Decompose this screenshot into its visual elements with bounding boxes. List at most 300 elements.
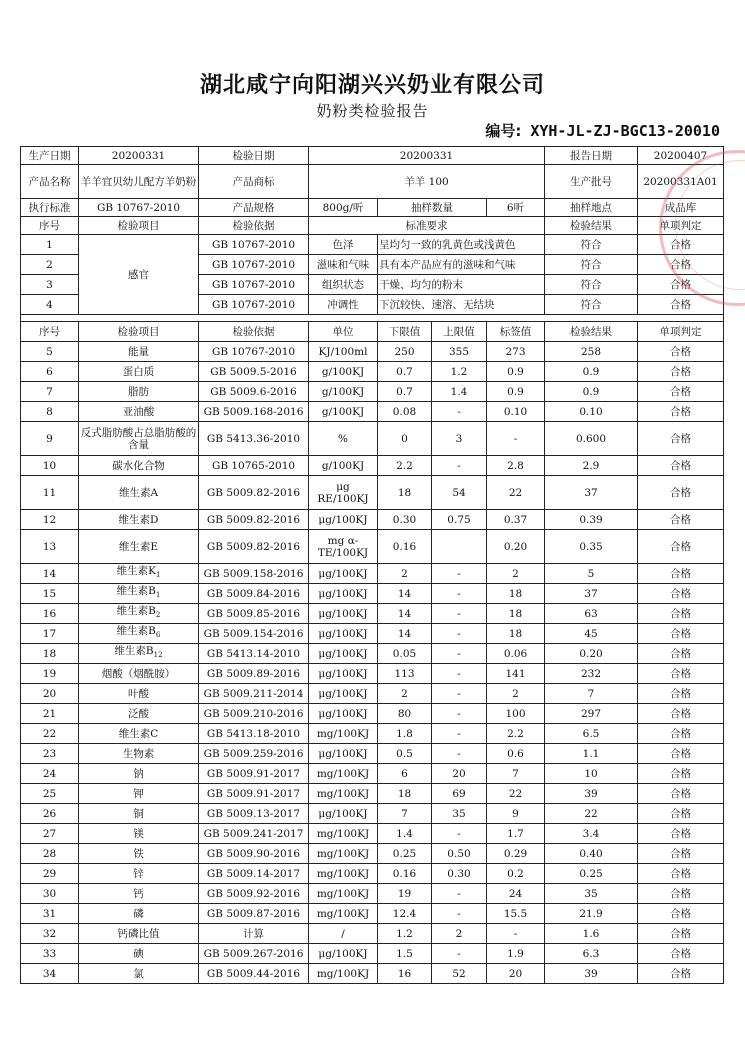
test-item: 钾	[79, 784, 199, 804]
unit: g/100KJ	[309, 402, 378, 422]
sensory-col-basis: 检验依据	[199, 217, 309, 235]
standard: GB 10767-2010	[79, 199, 199, 217]
unit: μg/100KJ	[309, 564, 378, 584]
header-row-2	[21, 165, 724, 199]
table-row	[21, 456, 724, 476]
row-number: 27	[21, 824, 79, 844]
label-value: 22	[487, 784, 545, 804]
item-verdict: 合格	[638, 564, 724, 584]
sensory-col-item: 检验项目	[79, 217, 199, 235]
standard-label: 执行标准	[21, 199, 79, 217]
table-row	[21, 530, 724, 564]
upper-limit: 2	[432, 924, 487, 944]
lower-limit: 0.30	[378, 510, 432, 530]
spec: 800g/听	[309, 199, 378, 217]
label-value: -	[487, 924, 545, 944]
row-number: 15	[21, 584, 79, 604]
test-result: 0.39	[545, 510, 638, 530]
row-number: 1	[21, 235, 79, 255]
prod-date: 20200331	[79, 147, 199, 165]
label-value: 0.6	[487, 744, 545, 764]
row-number: 21	[21, 704, 79, 724]
table-row	[21, 664, 724, 684]
upper-limit: 20	[432, 764, 487, 784]
unit: μg/100KJ	[309, 510, 378, 530]
row-number: 25	[21, 784, 79, 804]
lower-limit: 0.7	[378, 362, 432, 382]
test-basis: GB 5009.154-2016	[199, 624, 309, 644]
test-item: 氯	[79, 964, 199, 984]
unit: g/100KJ	[309, 382, 378, 402]
table-row	[21, 704, 724, 724]
test-result: 35	[545, 884, 638, 904]
label-value: 2.8	[487, 456, 545, 476]
upper-limit: -	[432, 456, 487, 476]
row-number: 10	[21, 456, 79, 476]
item-verdict: 合格	[638, 255, 724, 275]
item-verdict: 合格	[638, 584, 724, 604]
lower-limit: 2.2	[378, 456, 432, 476]
lower-limit: 0.08	[378, 402, 432, 422]
test-result: 符合	[545, 275, 638, 295]
lower-limit: 12.4	[378, 904, 432, 924]
table-row	[21, 584, 724, 604]
test-item: 铜	[79, 804, 199, 824]
sensory-attribute: 冲调性	[309, 295, 378, 315]
label-value: 2.2	[487, 724, 545, 744]
upper-limit: -	[432, 564, 487, 584]
label-value: 7	[487, 764, 545, 784]
report-date-label: 报告日期	[545, 147, 638, 165]
test-result: 63	[545, 604, 638, 624]
unit: μg/100KJ	[309, 604, 378, 624]
test-item: 锌	[79, 864, 199, 884]
lower-limit: 0.16	[378, 864, 432, 884]
item-verdict: 合格	[638, 530, 724, 564]
label-value: 15.5	[487, 904, 545, 924]
sensory-col-no: 序号	[21, 217, 79, 235]
test-result: 297	[545, 704, 638, 724]
row-number: 6	[21, 362, 79, 382]
test-basis: GB 10767-2010	[199, 342, 309, 362]
table-row	[21, 824, 724, 844]
sensory-item: 感官	[79, 235, 199, 315]
test-result: 0.25	[545, 864, 638, 884]
table-row	[21, 342, 724, 362]
row-number: 12	[21, 510, 79, 530]
unit: mg/100KJ	[309, 844, 378, 864]
test-basis: GB 10765-2010	[199, 456, 309, 476]
test-item: 维生素C	[79, 724, 199, 744]
col-unit: 单位	[309, 322, 378, 342]
test-basis: 计算	[199, 924, 309, 944]
item-verdict: 合格	[638, 342, 724, 362]
label-value: 22	[487, 476, 545, 510]
col-basis: 检验依据	[199, 322, 309, 342]
test-basis: GB 10767-2010	[199, 295, 309, 315]
lower-limit: 18	[378, 784, 432, 804]
row-number: 3	[21, 275, 79, 295]
unit: μg RE/100KJ	[309, 476, 378, 510]
unit: mg/100KJ	[309, 884, 378, 904]
label-value: 0.29	[487, 844, 545, 864]
item-verdict: 合格	[638, 884, 724, 904]
item-verdict: 合格	[638, 624, 724, 644]
test-result: 6.5	[545, 724, 638, 744]
test-item: 钙	[79, 884, 199, 904]
brand: 羊羊 100	[309, 165, 545, 199]
lower-limit: 113	[378, 664, 432, 684]
label-value: 0.37	[487, 510, 545, 530]
row-number: 8	[21, 402, 79, 422]
unit: μg/100KJ	[309, 664, 378, 684]
item-verdict: 合格	[638, 824, 724, 844]
col-low: 下限值	[378, 322, 432, 342]
sensory-attribute: 组织状态	[309, 275, 378, 295]
batch: 20200331A01	[638, 165, 724, 199]
report-title: 奶粉类检验报告	[316, 102, 429, 120]
table-row	[21, 564, 724, 584]
unit: mg/100KJ	[309, 864, 378, 884]
test-item: 烟酸（烟酰胺）	[79, 664, 199, 684]
test-basis: GB 5413.14-2010	[199, 644, 309, 664]
test-result: 0.600	[545, 422, 638, 456]
sensory-col-result: 检验结果	[545, 217, 638, 235]
test-item: 镁	[79, 824, 199, 844]
item-verdict: 合格	[638, 724, 724, 744]
sample-place-label: 抽样地点	[545, 199, 638, 217]
test-item: 脂肪	[79, 382, 199, 402]
upper-limit: 0.75	[432, 510, 487, 530]
test-item: 维生素$K_1$	[79, 564, 199, 584]
lower-limit: 0.7	[378, 382, 432, 402]
report-code-value: XYH-JL-ZJ-BGC13-20010	[530, 122, 720, 140]
test-result: 22	[545, 804, 638, 824]
row-number: 19	[21, 664, 79, 684]
unit: mg/100KJ	[309, 904, 378, 924]
item-verdict: 合格	[638, 804, 724, 824]
col-high: 上限值	[432, 322, 487, 342]
upper-limit: -	[432, 402, 487, 422]
test-item: 磷	[79, 904, 199, 924]
test-item: 碘	[79, 944, 199, 964]
table-row	[21, 904, 724, 924]
test-basis: GB 5413.18-2010	[199, 724, 309, 744]
test-basis: GB 5009.85-2016	[199, 604, 309, 624]
upper-limit: 1.4	[432, 382, 487, 402]
test-result: 5	[545, 564, 638, 584]
test-item: 反式脂肪酸占总脂肪酸的含量	[79, 422, 199, 456]
item-verdict: 合格	[638, 864, 724, 884]
upper-limit: -	[432, 944, 487, 964]
test-basis: GB 5009.90-2016	[199, 844, 309, 864]
table-row	[21, 744, 724, 764]
table-row	[21, 804, 724, 824]
test-item: 维生素$B_{12}$	[79, 644, 199, 664]
label-value: 141	[487, 664, 545, 684]
label-value: 273	[487, 342, 545, 362]
unit: mg α-TE/100KJ	[309, 530, 378, 564]
lower-limit: 0	[378, 422, 432, 456]
item-verdict: 合格	[638, 924, 724, 944]
col-verdict: 单项判定	[638, 322, 724, 342]
upper-limit: 35	[432, 804, 487, 824]
batch-label: 生产批号	[545, 165, 638, 199]
item-verdict: 合格	[638, 456, 724, 476]
unit: mg/100KJ	[309, 784, 378, 804]
item-verdict: 合格	[638, 275, 724, 295]
lower-limit: 0.25	[378, 844, 432, 864]
item-verdict: 合格	[638, 944, 724, 964]
item-verdict: 合格	[638, 382, 724, 402]
item-verdict: 合格	[638, 964, 724, 984]
row-number: 2	[21, 255, 79, 275]
lower-limit: 1.2	[378, 924, 432, 944]
lower-limit: 1.4	[378, 824, 432, 844]
test-result: 10	[545, 764, 638, 784]
test-result: 37	[545, 584, 638, 604]
sensory-attribute: 滋味和气味	[309, 255, 378, 275]
table-row	[21, 476, 724, 510]
upper-limit: -	[432, 584, 487, 604]
label-value: 9	[487, 804, 545, 824]
upper-limit	[432, 530, 487, 564]
test-basis: GB 5009.91-2017	[199, 764, 309, 784]
table-row	[21, 944, 724, 964]
unit: μg/100KJ	[309, 744, 378, 764]
test-result: 2.9	[545, 456, 638, 476]
test-item: 维生素E	[79, 530, 199, 564]
test-basis: GB 5009.6-2016	[199, 382, 309, 402]
item-verdict: 合格	[638, 362, 724, 382]
unit: μg/100KJ	[309, 684, 378, 704]
upper-limit: 3	[432, 422, 487, 456]
sample-place: 成品库	[638, 199, 724, 217]
test-result: 37	[545, 476, 638, 510]
table-row	[21, 784, 724, 804]
label-value: 0.9	[487, 362, 545, 382]
lower-limit: 250	[378, 342, 432, 362]
row-number: 11	[21, 476, 79, 510]
test-result: 39	[545, 964, 638, 984]
test-result: 258	[545, 342, 638, 362]
lower-limit: 19	[378, 884, 432, 904]
item-verdict: 合格	[638, 604, 724, 624]
label-value: 24	[487, 884, 545, 904]
unit: μg/100KJ	[309, 944, 378, 964]
report-code-label: 编号:	[485, 122, 522, 140]
table-row	[21, 684, 724, 704]
upper-limit: -	[432, 704, 487, 724]
test-result: 3.4	[545, 824, 638, 844]
test-result: 232	[545, 664, 638, 684]
test-basis: GB 5009.82-2016	[199, 510, 309, 530]
sensory-attribute: 色泽	[309, 235, 378, 255]
row-number: 24	[21, 764, 79, 784]
upper-limit: -	[432, 644, 487, 664]
unit: μg/100KJ	[309, 804, 378, 824]
test-result: 0.10	[545, 402, 638, 422]
lower-limit: 1.5	[378, 944, 432, 964]
label-value: 0.10	[487, 402, 545, 422]
test-basis: GB 10767-2010	[199, 255, 309, 275]
test-result: 符合	[545, 295, 638, 315]
test-basis: GB 5009.259-2016	[199, 744, 309, 764]
upper-limit: 52	[432, 964, 487, 984]
test-result: 符合	[545, 255, 638, 275]
row-number: 4	[21, 295, 79, 315]
label-value: 20	[487, 964, 545, 984]
row-number: 33	[21, 944, 79, 964]
table-row	[21, 382, 724, 402]
test-result: 0.9	[545, 362, 638, 382]
col-result: 检验结果	[545, 322, 638, 342]
label-value: 0.9	[487, 382, 545, 402]
label-value: 1.9	[487, 944, 545, 964]
unit: mg/100KJ	[309, 764, 378, 784]
row-number: 18	[21, 644, 79, 664]
upper-limit: 1.2	[432, 362, 487, 382]
product-name: 羊羊宜贝幼儿配方羊奶粉	[79, 165, 199, 199]
lower-limit: 0.05	[378, 644, 432, 664]
row-number: 31	[21, 904, 79, 924]
test-basis: GB 5009.13-2017	[199, 804, 309, 824]
item-verdict: 合格	[638, 784, 724, 804]
test-result: 0.20	[545, 644, 638, 664]
upper-limit: -	[432, 904, 487, 924]
upper-limit: -	[432, 604, 487, 624]
unit: μg/100KJ	[309, 584, 378, 604]
test-item: 维生素$B_2$	[79, 604, 199, 624]
unit: μg/100KJ	[309, 624, 378, 644]
table-row	[21, 844, 724, 864]
item-verdict: 合格	[638, 844, 724, 864]
sensory-header-row	[21, 217, 724, 235]
row-number: 32	[21, 924, 79, 944]
test-basis: GB 5009.210-2016	[199, 704, 309, 724]
unit: μg/100KJ	[309, 704, 378, 724]
test-result: 符合	[545, 235, 638, 255]
item-verdict: 合格	[638, 644, 724, 664]
row-number: 28	[21, 844, 79, 864]
upper-limit: -	[432, 884, 487, 904]
label-value: 18	[487, 604, 545, 624]
test-item: 生物素	[79, 744, 199, 764]
test-basis: GB 5413.36-2010	[199, 422, 309, 456]
test-item: 维生素A	[79, 476, 199, 510]
item-verdict: 合格	[638, 744, 724, 764]
row-number: 14	[21, 564, 79, 584]
unit: KJ/100ml	[309, 342, 378, 362]
row-number: 13	[21, 530, 79, 564]
table-row	[21, 362, 724, 382]
upper-limit: -	[432, 664, 487, 684]
label-value: 18	[487, 624, 545, 644]
row-number: 29	[21, 864, 79, 884]
test-basis: GB 5009.267-2016	[199, 944, 309, 964]
label-value: 18	[487, 584, 545, 604]
test-basis: GB 5009.158-2016	[199, 564, 309, 584]
item-verdict: 合格	[638, 904, 724, 924]
test-basis: GB 5009.44-2016	[199, 964, 309, 984]
lower-limit: 2	[378, 684, 432, 704]
row-number: 22	[21, 724, 79, 744]
item-verdict: 合格	[638, 684, 724, 704]
test-basis: GB 5009.92-2016	[199, 884, 309, 904]
test-item: 叶酸	[79, 684, 199, 704]
unit: μg/100KJ	[309, 644, 378, 664]
standard-requirement: 呈均匀一致的乳黄色或浅黄色	[378, 235, 545, 255]
item-verdict: 合格	[638, 664, 724, 684]
row-number: 17	[21, 624, 79, 644]
upper-limit: 355	[432, 342, 487, 362]
test-result: 21.9	[545, 904, 638, 924]
upper-limit: -	[432, 724, 487, 744]
lower-limit: 1.8	[378, 724, 432, 744]
sample-qty-label: 抽样数量	[378, 199, 487, 217]
test-date: 20200331	[309, 147, 545, 165]
col-no: 序号	[21, 322, 79, 342]
row-number: 30	[21, 884, 79, 904]
row-number: 26	[21, 804, 79, 824]
test-basis: GB 5009.82-2016	[199, 530, 309, 564]
item-verdict: 合格	[638, 422, 724, 456]
test-basis: GB 5009.87-2016	[199, 904, 309, 924]
test-item: 钙磷比值	[79, 924, 199, 944]
sensory-col-verdict: 单项判定	[638, 217, 724, 235]
upper-limit: 54	[432, 476, 487, 510]
unit: mg/100KJ	[309, 824, 378, 844]
table-row	[21, 924, 724, 944]
item-verdict: 合格	[638, 704, 724, 724]
test-basis: GB 5009.168-2016	[199, 402, 309, 422]
label-value: 2	[487, 684, 545, 704]
label-value: 0.2	[487, 864, 545, 884]
upper-limit: -	[432, 624, 487, 644]
inspection-table	[20, 146, 724, 984]
lower-limit: 14	[378, 624, 432, 644]
test-item: 碳水化合物	[79, 456, 199, 476]
unit: /	[309, 924, 378, 944]
lower-limit: 0.16	[378, 530, 432, 564]
test-result: 6.3	[545, 944, 638, 964]
table-gap	[21, 315, 724, 322]
test-result: 0.9	[545, 382, 638, 402]
test-item: 蛋白质	[79, 362, 199, 382]
label-value: 0.06	[487, 644, 545, 664]
table-row	[21, 644, 724, 664]
label-value: -	[487, 422, 545, 456]
table-row	[21, 884, 724, 904]
report-date: 20200407	[638, 147, 724, 165]
label-value: 0.20	[487, 530, 545, 564]
test-basis: GB 5009.89-2016	[199, 664, 309, 684]
lower-limit: 14	[378, 584, 432, 604]
test-item: 钠	[79, 764, 199, 784]
test-result: 1.6	[545, 924, 638, 944]
sensory-col-req: 标准要求	[309, 217, 545, 235]
unit: mg/100KJ	[309, 724, 378, 744]
company-name: 湖北咸宁向阳湖兴兴奶业有限公司	[199, 73, 545, 98]
unit: %	[309, 422, 378, 456]
lower-limit: 16	[378, 964, 432, 984]
lower-limit: 6	[378, 764, 432, 784]
sensory-row	[21, 235, 724, 255]
test-basis: GB 5009.84-2016	[199, 584, 309, 604]
unit: g/100KJ	[309, 456, 378, 476]
test-item: 亚油酸	[79, 402, 199, 422]
test-basis: GB 10767-2010	[199, 235, 309, 255]
